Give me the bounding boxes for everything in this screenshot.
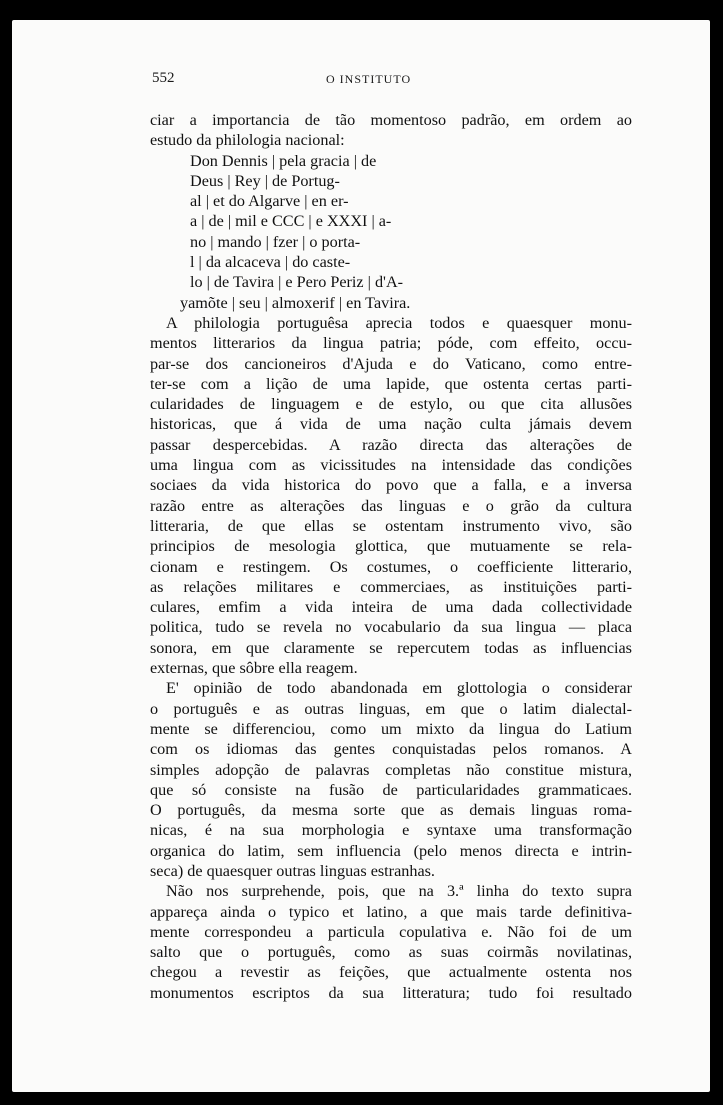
text-line: simples adopção de palavras completas não constitue mistura, [150, 760, 632, 779]
text-line: cularidades de linguagem e de estylo, ou que cita allusões [150, 395, 632, 414]
text-line: monumentos escriptos da sua litteratura; tudo foi resultado [150, 983, 632, 1002]
text-line: mentos litterarios da lingua patria; póde, com effeito, occu- [150, 334, 632, 353]
journal-title: O INSTITUTO [326, 72, 412, 86]
text-line: o português e as outras linguas, em que o latim dialectal- [150, 699, 632, 718]
inscription-line: no | mando | fzer | o porta- [190, 232, 361, 251]
inscription-line: lo | de Tavira | e Pero Periz | d'A- [190, 273, 404, 292]
text-line: estudo da philologia nacional: [150, 131, 345, 150]
text-line: ciar a importancia de tão momentoso padrão, em ordem ao [150, 111, 632, 129]
inscription-line: Deus | Rey | de Portug- [190, 171, 340, 190]
text-line: que só consiste na fusão de particularidades grammaticaes. [150, 780, 632, 799]
text-line: E' opinião de todo abandonada em glottologia o considerar [166, 679, 632, 698]
inscription-line: Don Dennis | pela gracia | de [190, 151, 377, 170]
text-line: sociaes da vida historica do povo que a falla, e a inversa [150, 476, 632, 495]
page-number: 552 [152, 70, 175, 86]
text-line: politica, tudo se revela no vocabulario da sua lingua — placa [150, 618, 632, 637]
text-line: cionam e restingem. Os costumes, o coefficiente litterario, [150, 557, 632, 576]
body-text [150, 110, 632, 1003]
text-line: A philologia portuguêsa aprecia todos e quaesquer monu- [166, 313, 632, 332]
text-line: razão entre as alterações das linguas e o grão da cultura [150, 496, 632, 515]
inscription [150, 151, 632, 313]
text-line: externas, que sôbre ella reagem. [150, 659, 358, 678]
text-line: organica do latim, sem influencia (pelo menos directa e intrin- [150, 841, 632, 860]
text-line: O português, da mesma sorte que as demais linguas roma- [150, 801, 632, 820]
text-line: salto que o português, como as suas coirmãs novilatinas, [150, 943, 632, 962]
text-line: appareça ainda o typico et latino, a que mais tarde definitiva- [150, 902, 632, 921]
text-line: Não nos surprehende, pois, que na 3.ª linha do texto supra [166, 882, 632, 901]
text-line: culares, emfim a vida inteira de uma dada collectividade [150, 598, 632, 617]
text-line: seca) de quaesquer outras linguas estranhas. [150, 861, 435, 880]
inscription-line: yamõte | seu | almoxerif | en Tavira. [180, 293, 411, 312]
text-line: principios de mesologia glottica, que mutuamente se rela- [150, 537, 632, 556]
text-line: par-se dos cancioneiros d'Ajuda e do Vaticano, como entre- [150, 354, 632, 373]
inscription-line: al | et do Algarve | en er- [190, 192, 349, 211]
text-line: chegou a revestir as feições, que actualmente ostenta nos [150, 963, 632, 982]
text-line: mente correspondeu a particula copulativa e. Não foi de um [150, 922, 632, 941]
text-line: litteraria, de que ellas se ostentam instrumento vivo, são [150, 516, 632, 535]
text-line: ter-se com a lição de uma lapide, que ostenta certas parti- [150, 374, 632, 393]
text-line: nicas, é na sua morphologia e syntaxe uma transformação [150, 821, 632, 840]
text-line: com os idiomas das gentes conquistadas pelos romanos. A [150, 740, 632, 759]
inscription-line: a | de | mil e CCC | e XXXI | a- [190, 212, 392, 231]
text-line: as relações militares e commerciaes, as instituições parti- [150, 577, 632, 596]
text-line: historicas, que á vida de uma nação culta jámais devem [150, 415, 632, 434]
text-line: uma lingua com as vicissitudes na intensidade das condições [150, 456, 632, 475]
text-line: passar despercebidas. A razão directa das alterações de [150, 435, 632, 454]
inscription-line: l | da alcaceva | do caste- [190, 253, 351, 272]
running-head [152, 70, 632, 92]
text-line: mente se differenciou, como um mixto da lingua do Latium [150, 719, 632, 738]
text-line: sonora, em que claramente se repercutem todas as influencias [150, 638, 632, 657]
